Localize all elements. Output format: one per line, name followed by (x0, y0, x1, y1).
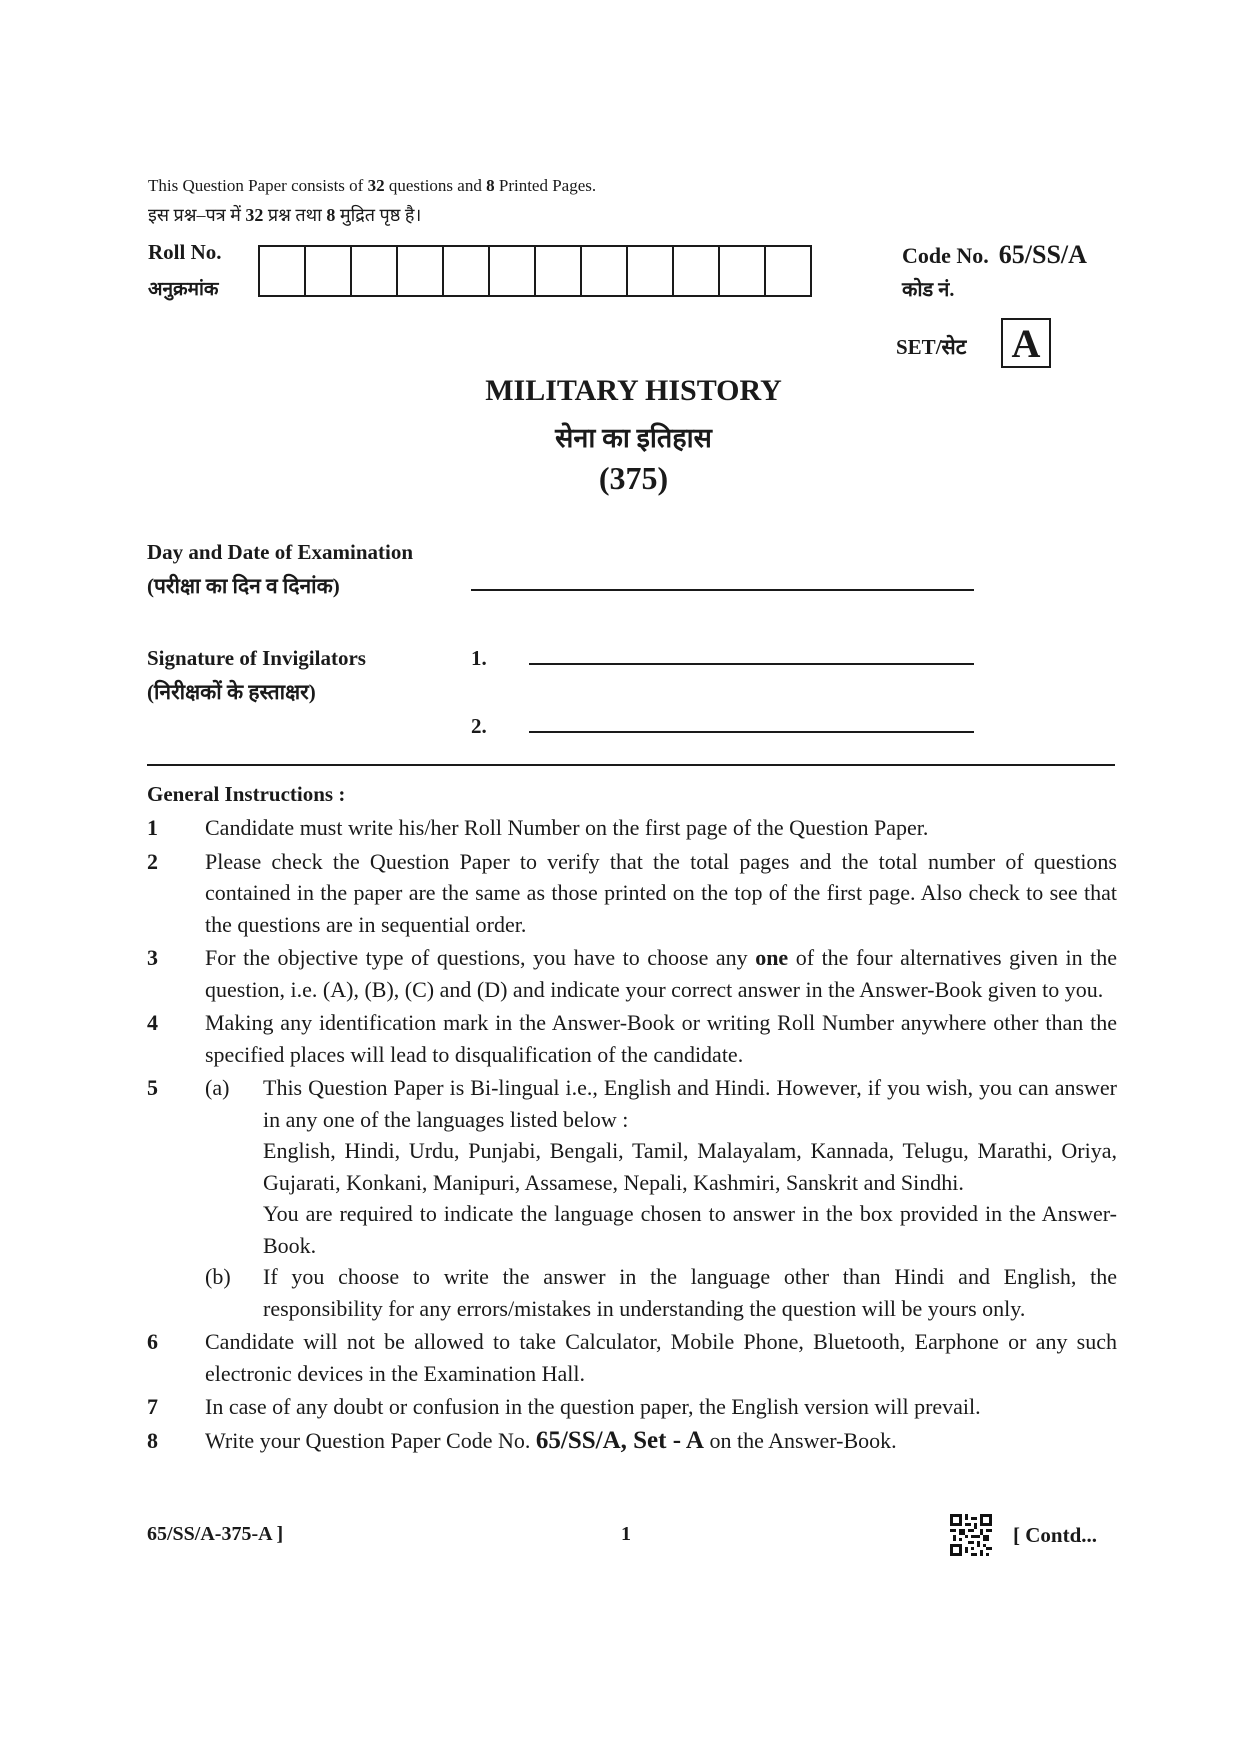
instruction-item (147, 846, 1117, 941)
instruction-text: For the objective type of questions, you have to choose any one of the four alternatives given in the question, i.e. (A), (B), (C) and (D) and indicate your correct answer in the Answer-Book given to you. (205, 945, 1117, 1002)
instruction-item (147, 1326, 1117, 1389)
invigilator-label: Signature of Invigilators (147, 646, 366, 670)
instruction-number: 5 (147, 1075, 158, 1100)
instruction-text: Candidate must write his/her Roll Number on the first page of the Question Paper. (205, 815, 929, 840)
instruction-number: 1 (147, 815, 158, 840)
invigilator-1-number: 1. (471, 646, 487, 670)
roll-number-box[interactable] (626, 245, 674, 297)
language-list: English, Hindi, Urdu, Punjabi, Bengali, Tamil, Malayalam, Kannada, Telugu, Marathi, Oriya, Gujarati, Konkani, Manipuri, Assamese, Nepali, Kashmiri, Sanskrit and Sindhi. (263, 1138, 1117, 1195)
instruction-text: If you choose to write the answer in the language other than Hindi and English, the responsibility for any errors/mistakes in understanding the question will be yours only. (263, 1264, 1117, 1321)
instruction-number: 4 (147, 1010, 158, 1035)
instruction-number: 8 (147, 1427, 158, 1453)
instruction-number: 3 (147, 945, 158, 970)
code-number-label: Code No. (902, 243, 989, 268)
qr-code-icon (950, 1514, 992, 1556)
set-label: SET/सेट (896, 335, 967, 359)
invigilator-1-signature-line[interactable] (529, 663, 974, 665)
roll-number-label-hindi: अनुक्रमांक (148, 279, 219, 300)
page-number: 1 (621, 1523, 631, 1545)
instruction-text: Write your Question Paper Code No. 65/SS/A, Set - A on the Answer-Book. (205, 1426, 897, 1454)
instruction-item (147, 1072, 1117, 1324)
instruction-number: 7 (147, 1394, 158, 1419)
roll-number-box[interactable] (304, 245, 352, 297)
exam-date-label: Day and Date of Examination (147, 540, 414, 564)
section-divider (147, 764, 1115, 766)
roll-number-box[interactable] (442, 245, 490, 297)
instruction-subitem-a: (a) This Question Paper is Bi-lingual i.e., English and Hindi. However, if you wish, you can answer in any one of the languages listed below : English, Hindi, Urdu, Punjabi, Bengali, Tamil, Malayalam, Kannada, Telugu, Marathi, Oriya, Gujarati, Konkani, Manipuri, Assamese, Nepali, Kashmiri, Sanskrit and Sindhi. You are required to indicate the language chosen to answer in the box provided in the Answer-Book. (205, 1072, 1117, 1261)
instruction-item (147, 1391, 1117, 1423)
exam-date-label-hindi: (परीक्षा का दिन व दिनांक) (147, 574, 340, 598)
roll-number-boxes[interactable] (260, 245, 812, 297)
instruction-subitem-b: (b) If you choose to write the answer in the language other than Hindi and English, the responsibility for any errors/mistakes in understanding the question will be yours only. (205, 1261, 1117, 1324)
invigilator-2-signature-line[interactable] (529, 731, 974, 733)
instruction-item (147, 1007, 1117, 1070)
instruction-number: 6 (147, 1329, 158, 1354)
roll-number-box[interactable] (764, 245, 812, 297)
roll-number-box[interactable] (350, 245, 398, 297)
roll-number-box[interactable] (580, 245, 628, 297)
instruction-number: 2 (147, 848, 158, 874)
paper-info-hindi: इस प्रश्न–पत्र में 32 प्रश्न तथा 8 मुद्रित पृष्ठ है। (148, 205, 422, 225)
code-number-value: 65/SS/A (998, 240, 1087, 269)
roll-number-label: Roll No. (148, 240, 222, 264)
instruction-text: Making any identification mark in the Answer-Book or writing Roll Number anywhere other than the specified places will lead to disqualification of the candidate. (205, 1010, 1117, 1067)
instruction-text: In case of any doubt or confusion in the question paper, the English version will prevail. (205, 1394, 981, 1419)
exam-date-line[interactable] (471, 589, 974, 591)
roll-number-box[interactable] (258, 245, 306, 297)
roll-number-box[interactable] (718, 245, 766, 297)
instruction-text: Please check the Question Paper to verify that the total pages and the total number of questions contained in the paper are the same as those printed on the top of the first page. Also check to see that the questions are in sequential order. (205, 848, 1117, 937)
general-instructions-title: General Instructions : (147, 782, 346, 806)
instruction-text: You are required to indicate the language chosen to answer in the box provided in the Answer-Book. (263, 1201, 1117, 1258)
subject-title-hindi: सेना का इतिहास (555, 423, 712, 453)
footer-paper-code: 65/SS/A-375-A ] (147, 1523, 284, 1545)
roll-number-box[interactable] (488, 245, 536, 297)
invigilator-2-number: 2. (471, 714, 487, 738)
continued-label: [ Contd... (1013, 1523, 1098, 1547)
instruction-text: This Question Paper is Bi-lingual i.e., English and Hindi. However, if you wish, you can answer in any one of the languages listed below : (263, 1075, 1117, 1132)
instruction-item (147, 1425, 1117, 1457)
invigilator-label-hindi: (निरीक्षकों के हस्ताक्षर) (147, 680, 316, 704)
subject-code: (375) (598, 460, 669, 496)
code-number (902, 240, 1087, 270)
paper-info-english: This Question Paper consists of 32 questions and 8 Printed Pages. (148, 176, 597, 195)
roll-number-box[interactable] (534, 245, 582, 297)
roll-number-box[interactable] (396, 245, 444, 297)
instructions-list (147, 812, 1117, 1458)
code-number-label-hindi: कोड नं. (902, 279, 955, 301)
instruction-item (147, 812, 1117, 844)
instruction-text: Candidate will not be allowed to take Calculator, Mobile Phone, Bluetooth, Earphone or any such electronic devices in the Examination Hall. (205, 1329, 1117, 1386)
subject-title: MILITARY HISTORY (485, 374, 782, 407)
roll-number-box[interactable] (672, 245, 720, 297)
set-value-box: A (1001, 318, 1051, 368)
instruction-item (147, 942, 1117, 1005)
